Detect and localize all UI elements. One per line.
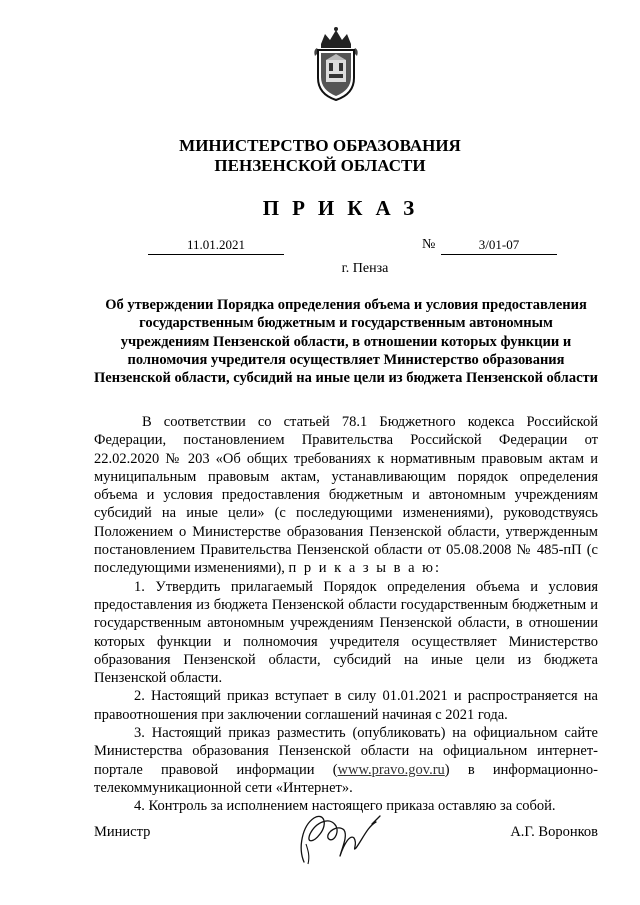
item-2: 2. Настоящий приказ вступает в силу 01.01.2021 и распространяется на правоотношения при заключении соглашений начиная с 2021 года. [94, 688, 598, 723]
item-4: 4. Контроль за исполнением настоящего приказа оставляю за собой. [134, 798, 556, 815]
intro-paragraph [94, 413, 598, 578]
ministry-name-line2: ПЕНЗЕНСКОЙ ОБЛАСТИ [214, 156, 426, 175]
order-word: п р и к а з ы в а ю: [288, 560, 442, 577]
item-3-text-after: ) в информационно-телекоммуникационной сети «Интернет». [94, 761, 598, 796]
order-number: 3/01-07 [441, 236, 557, 255]
signatory-position: Министр [94, 824, 151, 840]
document-title: Об утверждении Порядка определения объема и условия предоставления государственным бюджетным и государственным автономным учреждениям Пензенской области, в отношении которых функции и полномочия учредителя осуществляет Министерство образования Пензенской области, субсидий на иные цели из бюджета Пензенской области [94, 297, 598, 387]
coat-of-arms-emblem [309, 26, 363, 102]
pravo-gov-link[interactable]: www.pravo.gov.ru [337, 761, 445, 778]
handwritten-signature [284, 804, 394, 870]
signatory-name: А.Г. Воронков [510, 824, 598, 840]
document-type-heading: ПРИКАЗ [262, 196, 428, 220]
signature-block [94, 818, 598, 868]
item-3-text-before: 3. Настоящий приказ разместить (опубликовать) на официальном сайте Министерства образования Пензенской области на официальном интернет-портале правовой информации ( [94, 725, 598, 778]
order-date: 11.01.2021 [148, 236, 284, 255]
number-sign: № [422, 237, 436, 252]
item-3 [94, 724, 598, 797]
ministry-name-line1: МИНИСТЕРСТВО ОБРАЗОВАНИЯ [179, 136, 461, 155]
item-1: 1. Утвердить прилагаемый Порядок определения объема и условия предоставления из бюджета Пензенской области государственным бюджетным и государственным автономным учреждениям Пензенской области, в отношении которых функции и полномочия учредителя осуществляет Министерство образования Пензенской области, субсидий на иные цели из бюджета Пензенской области. [94, 578, 598, 687]
intro-text: В соответствии со статьей 78.1 Бюджетного кодекса Российской Федерации, постановлением Правительства Российской Федерации от 22.02.2020 № 203 «Об общих требованиях к нормативным правовым актам и муниципальным правовым актам, устанавливающим порядок определения объема и условия предоставления бюджетным и автономным учреждениям субсидий на иные цели» (с последующими изменениями), руководствуясь Положением о Министерстве образования Пензенской области, утвержденным постановлением Правительства Пензенской области от 05.08.2008 № 485-пП (с последующими изменениями), [94, 414, 598, 577]
city: г. Пенза [341, 261, 389, 276]
document-body [94, 413, 598, 816]
